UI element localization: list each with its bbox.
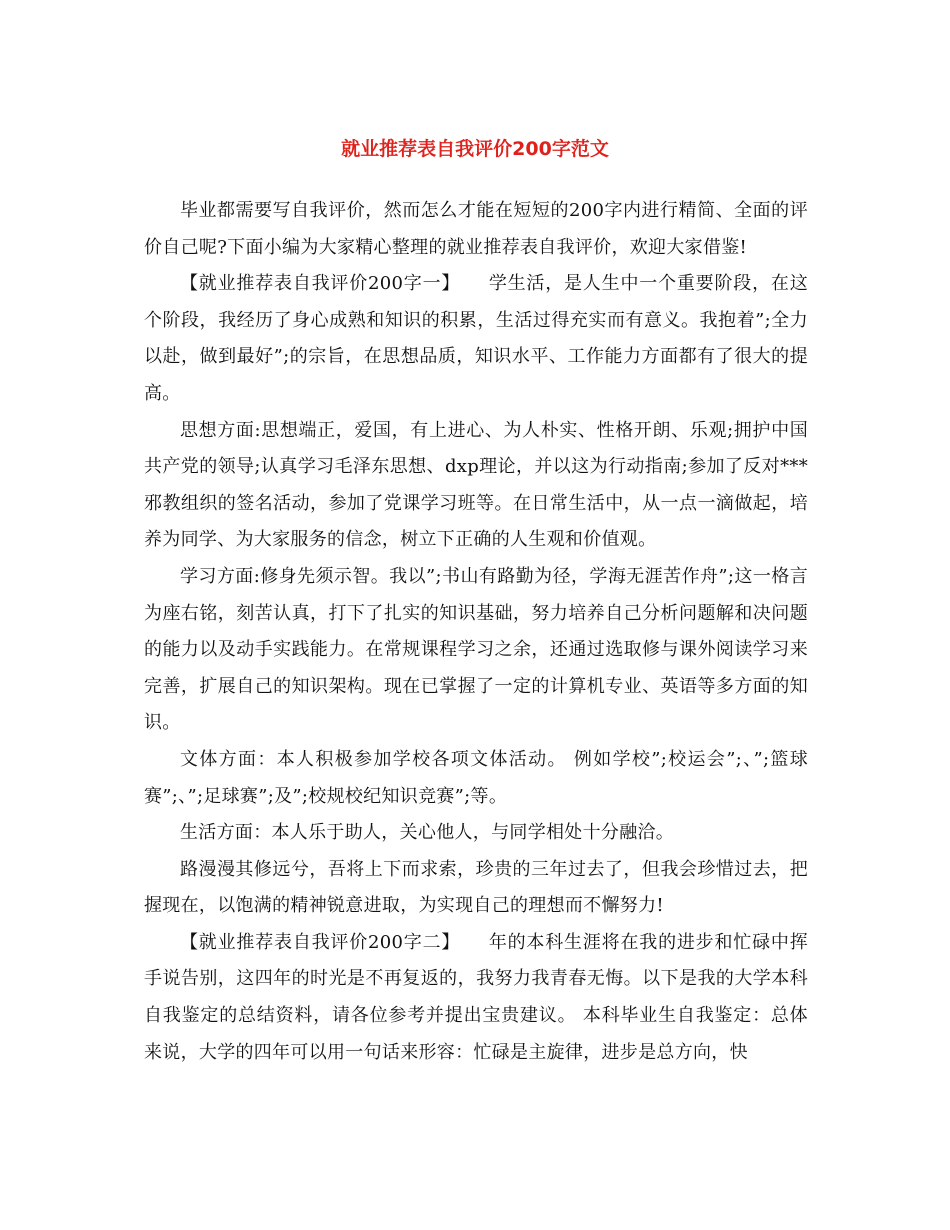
paragraph-section-one-intro: 【就业推荐表自我评价200字一】 学生活，是人生中一个重要阶段，在这个阶段，我经历了身心成熟和知识的积累，生活过得充实而有意义。我抱着”;全力以赴，做到最好”;的宗旨，在思想品质，知识水平、工作能力方面都有了很大的提高。 — [144, 273, 808, 404]
paragraph-ideology: 思想方面:思想端正，爱国，有上进心、为人朴实、性格开朗、乐观;拥护中国共产党的领导;认真学习毛泽东思想、dxp理论，并以这为行动指南;参加了反对***邪教组织的签名活动，参加了党课学习班等。在日常生活中，从一点一滴做起，培养为同学、为大家服务的信念，树立下正确的人生观和价值观。 — [144, 419, 808, 551]
paragraph-closing: 路漫漫其修远兮，吾将上下而求索，珍贵的三年过去了，但我会珍惜过去，把握现在，以饱满的精神锐意进取，为实现自己的理想而不懈努力! — [144, 858, 808, 917]
paragraph-intro: 毕业都需要写自我评价，然而怎么才能在短短的200字内进行精简、全面的评价自己呢?下面小编为大家精心整理的就业推荐表自我评价，欢迎大家借鉴! — [144, 200, 808, 258]
paragraph-sports: 文体方面：本人积极参加学校各项文体活动。 例如学校”;校运会”;、”;篮球赛”;、”;足球赛”;及”;校规校纪知识竞赛”;等。 — [144, 748, 808, 807]
paragraph-section-two-intro: 【就业推荐表自我评价200字二】 年的本科生涯将在我的进步和忙碌中挥手说告别，这四年的时光是不再复返的，我努力我青春无悔。以下是我的大学本科自我鉴定的总结资料，请各位参考并提出宝贵建议。 本科毕业生自我鉴定：总体来说，大学的四年可以用一句话来形容：忙碌是主旋律，进步是总方向，快 — [144, 931, 808, 1063]
document-title: 就业推荐表自我评价200字范文 — [341, 138, 609, 160]
paragraph-life: 生活方面：本人乐于助人，关心他人，与同学相处十分融洽。 — [180, 822, 675, 844]
paragraph-study: 学习方面:修身先须示智。我以”;书山有路勤为径，学海无涯苦作舟”;这一格言为座右铭，刻苦认真，打下了扎实的知识基础，努力培养自己分析问题解和决问题的能力以及动手实践能力。在常规课程学习之余，还通过选取修与课外阅读学习来完善，扩展自己的知识架构。现在已掌握了一定的计算机专业、英语等多方面的知识。 — [144, 565, 808, 734]
document-body — [144, 193, 808, 1071]
